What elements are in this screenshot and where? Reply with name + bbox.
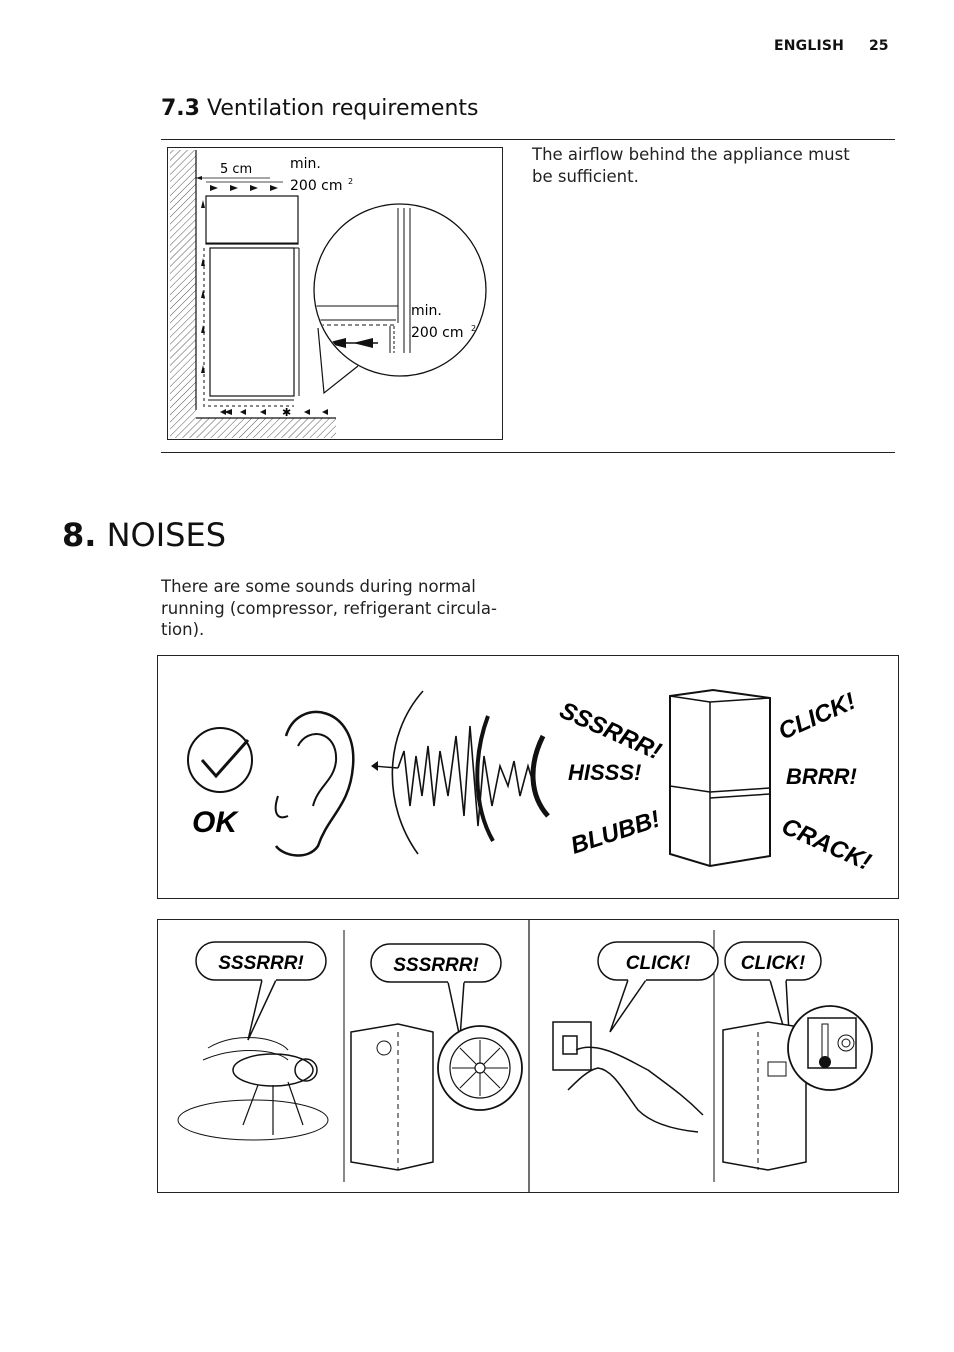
sound-wave: [398, 726, 534, 826]
ventilation-diagram-svg: [168, 148, 502, 439]
airflow-arrows-bottom: [220, 409, 328, 415]
fan-star-icon: ✱: [282, 406, 292, 419]
section-title: [161, 96, 478, 121]
noise-sources-svg: [158, 920, 898, 1192]
fridge-icon: [670, 690, 770, 866]
chapter-number: 8.: [62, 516, 97, 554]
wall-hatch: [170, 150, 196, 438]
bubble-4-text: CLICK!: [740, 953, 806, 974]
floor-hatch: [196, 418, 336, 438]
sound-word-crack: CRACK!: [777, 812, 876, 876]
ventilation-description: The airflow behind the appliance must be sufficient.: [532, 145, 850, 186]
noises-illustration: [157, 655, 899, 899]
sound-word-brrr: BRRR!: [786, 764, 857, 789]
panel-thermostat: [723, 942, 872, 1170]
section-top-rule: [161, 139, 895, 140]
noises-intro-line-2: running (compressor, refrigerant circula-: [161, 598, 497, 618]
bubble-1-text: SSSRRR!: [218, 953, 304, 974]
panel-switch: [553, 942, 718, 1132]
section-number: 7.3: [161, 96, 200, 121]
noises-intro-line-3: tion).: [161, 620, 205, 639]
noises-intro-line-1: There are some sounds during normal: [161, 577, 476, 596]
top-area-label: 200 cm: [290, 178, 343, 194]
panel-fan: [351, 944, 522, 1170]
fridge-outline: [210, 248, 294, 396]
ventilation-diagram: [167, 147, 503, 440]
bottom-area-superscript: 2: [471, 324, 477, 333]
sound-word-click: CLICK!: [774, 687, 860, 746]
chapter-title-text: NOISES: [106, 516, 226, 554]
top-min-label: min.: [290, 156, 321, 172]
hand-icon: [576, 1047, 703, 1115]
top-area-superscript: 2: [348, 177, 354, 186]
panel-fly: [178, 942, 328, 1140]
ok-check-icon: [188, 728, 252, 792]
noises-intro: [161, 576, 521, 641]
page-number: 25: [869, 38, 889, 54]
sound-word-hisss: HISSS!: [568, 760, 642, 785]
section-bottom-rule: [161, 452, 895, 453]
airflow-arrows-top: [210, 185, 278, 191]
upper-cabinet: [206, 196, 298, 244]
chapter-title: [62, 516, 226, 554]
bubble-2-text: SSSRRR!: [393, 955, 479, 976]
light-switch-icon: [553, 1022, 591, 1070]
section-title-text: Ventilation requirements: [206, 96, 479, 121]
detail-magnifier: [314, 204, 486, 376]
sound-word-blubb: BLUBB!: [567, 805, 664, 860]
sound-word-sssrrr: SSSRRR!: [555, 696, 666, 766]
bubble-3-text: CLICK!: [625, 953, 691, 974]
bottom-area-label: 200 cm: [411, 325, 464, 341]
noises-illustration-svg: [158, 656, 898, 898]
ok-label: OK: [192, 806, 237, 839]
gap-label: 5 cm: [220, 162, 253, 177]
fridge-back-icon: [351, 1024, 433, 1170]
noise-sources-panels: [157, 919, 899, 1193]
fly-icon: [233, 1054, 313, 1086]
header-language: ENGLISH: [774, 38, 845, 54]
bottom-min-label: min.: [411, 303, 442, 319]
